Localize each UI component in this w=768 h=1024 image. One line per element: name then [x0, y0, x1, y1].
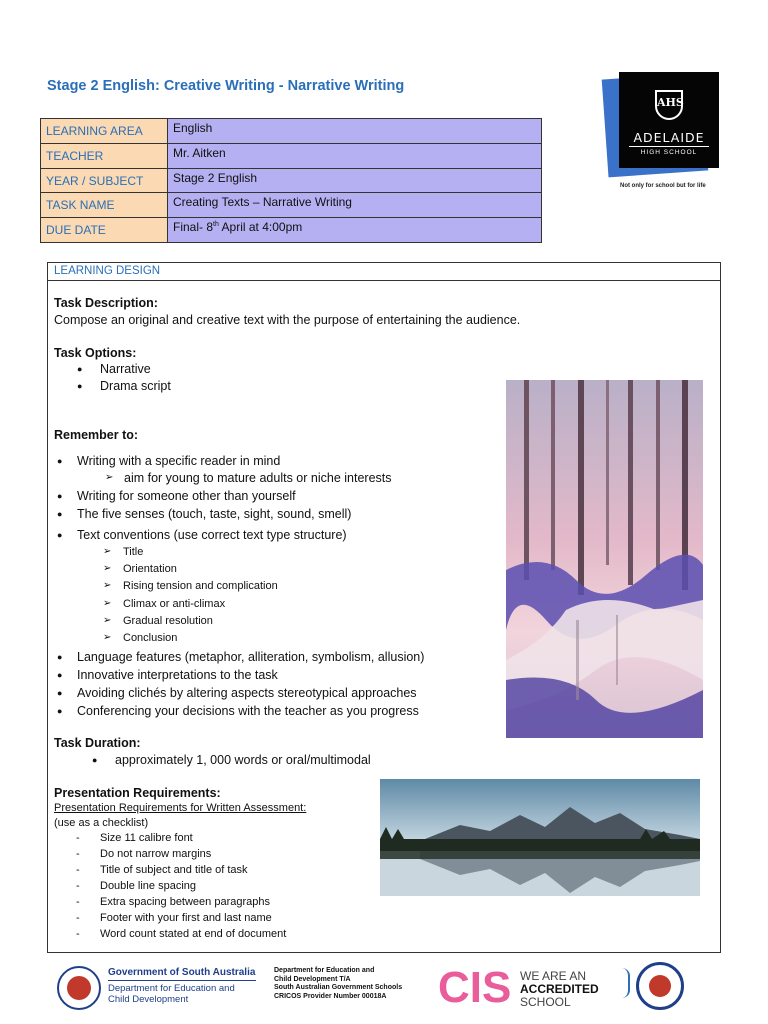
bullet-icon: ●	[57, 688, 63, 698]
arrow-bullet-icon: ➢	[103, 546, 112, 557]
school-motto: Not only for school but for life	[620, 183, 706, 189]
svg-text:CIS: CIS	[438, 964, 512, 1006]
task-description-text: Compose an original and creative text with the purpose of entertaining the audience.	[54, 313, 521, 327]
footer	[0, 958, 768, 1024]
cis-bracket	[622, 968, 630, 998]
bullet-icon: ●	[57, 670, 63, 680]
option-item: Narrative	[100, 362, 151, 376]
arrow-bullet-icon: ➢	[103, 615, 112, 626]
arrow-bullet-icon: ➢	[103, 598, 112, 609]
table-value: Stage 2 English	[168, 168, 542, 193]
bullet-icon: ●	[92, 755, 98, 765]
sa-government-seal-icon	[57, 966, 101, 1010]
remember-subitem: aim for young to mature adults or niche interests	[124, 471, 392, 485]
remember-heading: Remember to:	[54, 428, 139, 442]
task-options-heading: Task Options:	[54, 346, 137, 360]
logo-school-name: ADELAIDE	[633, 130, 705, 145]
convention-item: Title	[123, 546, 144, 558]
table-row	[41, 168, 542, 193]
checklist-item: Title of subject and title of task	[100, 864, 248, 876]
table-row	[41, 218, 542, 243]
convention-item: Conclusion	[123, 632, 178, 644]
remember-item: The five senses (touch, taste, sight, sound, smell)	[77, 507, 352, 521]
checklist-item: Word count stated at end of document	[100, 928, 287, 940]
remember-item: Avoiding clichés by altering aspects stereotypical approaches	[77, 686, 417, 700]
option-item: Drama script	[100, 379, 171, 393]
dash-bullet: -	[76, 832, 80, 844]
gov-dept: Department for Education and Child Development	[108, 983, 235, 1005]
arrow-bullet-icon: ➢	[103, 580, 112, 591]
logo-front-square	[619, 72, 719, 168]
table-value-due-date: Final- 8th April at 4:00pm	[168, 218, 542, 243]
bullet-icon: ●	[57, 652, 63, 662]
remember-item: Text conventions (use correct text type structure)	[77, 528, 347, 542]
remember-item: Writing with a specific reader in mind	[77, 454, 281, 468]
school-logo	[605, 68, 720, 178]
remember-item: Innovative interpretations to the task	[77, 668, 278, 682]
remember-item: Writing for someone other than yourself	[77, 489, 296, 503]
table-row	[41, 119, 542, 144]
remember-item: Language features (metaphor, alliteration, symbolism, allusion)	[77, 650, 425, 664]
table-key: LEARNING AREA	[41, 119, 168, 144]
dash-bullet: -	[76, 896, 80, 908]
task-info-table	[40, 118, 542, 243]
bullet-icon: ●	[77, 381, 83, 391]
bullet-icon: ●	[77, 364, 83, 374]
convention-item: Climax or anti-climax	[123, 598, 226, 610]
page-title: Stage 2 English: Creative Writing - Narrative Writing	[47, 78, 405, 94]
bullet-icon: ●	[57, 491, 63, 501]
checklist-item: Footer with your first and last name	[100, 912, 272, 924]
table-value: English	[168, 119, 542, 144]
dash-bullet: -	[76, 928, 80, 940]
presentation-subheading: Presentation Requirements for Written Assessment:	[54, 802, 307, 814]
bullet-icon: ●	[57, 706, 63, 716]
table-row	[41, 143, 542, 168]
table-key: TEACHER	[41, 143, 168, 168]
accredited-text: WE ARE AN ACCREDITED SCHOOL	[520, 969, 599, 1009]
dash-bullet: -	[76, 848, 80, 860]
bullet-icon: ●	[57, 456, 63, 466]
task-description-heading: Task Description:	[54, 296, 158, 310]
accredited-seal-icon	[636, 962, 684, 1010]
convention-item: Rising tension and complication	[123, 580, 278, 592]
gov-title: Government of South Australia	[108, 967, 256, 978]
forest-river-image	[506, 380, 703, 738]
arrow-bullet-icon: ➢	[103, 563, 112, 574]
convention-item: Gradual resolution	[123, 615, 213, 627]
task-duration-heading: Task Duration:	[54, 736, 141, 750]
table-value: Mr. Aitken	[168, 143, 542, 168]
gov-divider	[108, 980, 256, 981]
dash-bullet: -	[76, 912, 80, 924]
presentation-note: (use as a checklist)	[54, 817, 149, 829]
table-key: DUE DATE	[41, 218, 168, 243]
checklist-item: Double line spacing	[100, 880, 197, 892]
convention-item: Orientation	[123, 563, 177, 575]
cis-logo-icon	[438, 964, 518, 1006]
table-key: YEAR / SUBJECT	[41, 168, 168, 193]
learning-design-heading: LEARNING DESIGN	[48, 263, 720, 281]
logo-school-sub: HIGH SCHOOL	[640, 149, 698, 156]
crest-icon: AHS	[655, 90, 683, 120]
table-value: Creating Texts – Narrative Writing	[168, 193, 542, 218]
checklist-item: Do not narrow margins	[100, 848, 212, 860]
table-row	[41, 193, 542, 218]
dept-info: Department for Education and Child Development T/A South Australian Government Schools CRICOS Provider Number 00018A	[274, 967, 403, 1000]
arrow-bullet-icon: ➢	[103, 632, 112, 643]
bullet-icon: ●	[57, 530, 63, 540]
arrow-bullet-icon: ➢	[105, 472, 114, 483]
bullet-icon: ●	[57, 509, 63, 519]
dash-bullet: -	[76, 880, 80, 892]
duration-item: approximately 1, 000 words or oral/multimodal	[115, 753, 371, 767]
checklist-item: Size 11 calibre font	[100, 832, 193, 844]
mountain-lake-image	[380, 779, 700, 896]
dash-bullet: -	[76, 864, 80, 876]
table-key: TASK NAME	[41, 193, 168, 218]
presentation-heading: Presentation Requirements:	[54, 786, 221, 800]
checklist-item: Extra spacing between paragraphs	[100, 896, 270, 908]
logo-divider	[629, 146, 709, 147]
remember-item: Conferencing your decisions with the teacher as you progress	[77, 704, 419, 718]
